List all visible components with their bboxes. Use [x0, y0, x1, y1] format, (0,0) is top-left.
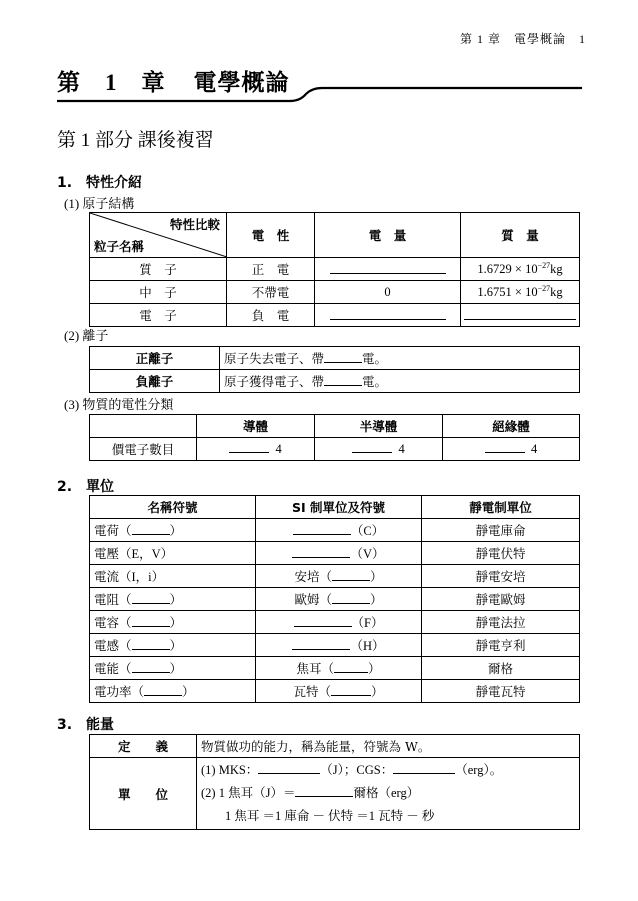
mass-value: $1.6751 \times 10^{-27}kg$	[461, 281, 580, 304]
table-row	[90, 370, 580, 393]
table-row	[90, 281, 580, 304]
quantity-name: 電荷（ ）	[90, 519, 256, 542]
valence-semiconductor: 4	[315, 438, 443, 461]
header-charge-sign: 電 性	[227, 213, 315, 258]
fill-blank[interactable]	[132, 615, 170, 627]
chapter-number: 第 1 章	[57, 70, 166, 95]
es-unit: 靜電伏特	[422, 542, 580, 565]
fill-blank[interactable]	[485, 441, 525, 453]
table-row	[90, 519, 580, 542]
unit-line-3: 1 焦耳 ＝1 庫侖 － 伏特 ＝1 瓦特 － 秒	[225, 809, 435, 823]
table-row	[90, 542, 580, 565]
unit-content	[197, 758, 580, 830]
fill-blank[interactable]	[324, 351, 362, 363]
header-mass: 質 量	[461, 213, 580, 258]
table-row	[90, 304, 580, 327]
fill-blank[interactable]	[330, 308, 446, 320]
header-semiconductor: 半導體	[315, 415, 443, 438]
fill-blank[interactable]	[331, 684, 371, 696]
fill-blank[interactable]	[294, 615, 352, 627]
unit-line-1: (1) MKS： （J）；CGS： （erg）。	[201, 763, 503, 777]
es-unit: 靜電亨利	[422, 634, 580, 657]
fill-blank[interactable]	[330, 262, 446, 274]
si-unit: 安培（ ）	[256, 565, 422, 588]
part-title: 第 1 部分 課後複習	[57, 130, 214, 151]
fill-blank[interactable]	[132, 638, 170, 650]
charge-value	[315, 304, 461, 327]
si-unit: （C）	[256, 519, 422, 542]
header-name-symbol: 名稱符號	[90, 496, 256, 519]
subsection-atomic-structure: (1) 原子結構	[64, 196, 135, 211]
quantity-name: 電感（ ）	[90, 634, 256, 657]
charge-value	[315, 258, 461, 281]
valence-insulator: 4	[443, 438, 580, 461]
subsection-ions: (2) 離子	[64, 328, 109, 343]
row-label: 價電子數目	[90, 438, 197, 461]
header-es-unit: 靜電制單位	[422, 496, 580, 519]
ion-name: 負離子	[90, 370, 220, 393]
quantity-name: 電容（ ）	[90, 611, 256, 634]
quantity-name: 電能（ ）	[90, 657, 256, 680]
fill-blank[interactable]	[464, 308, 576, 320]
running-head: 第 1 章 電學概論 1	[459, 32, 586, 46]
particle-name: 電 子	[90, 304, 227, 327]
si-unit: （H）	[256, 634, 422, 657]
table-row	[90, 758, 580, 830]
header-insulator: 絕緣體	[443, 415, 580, 438]
charge-sign: 負 電	[227, 304, 315, 327]
quantity-name: 電壓（E，V）	[90, 542, 256, 565]
section-1-title: 1. 特性介紹	[57, 175, 143, 191]
header-charge: 電 量	[315, 213, 461, 258]
es-unit: 靜電歐姆	[422, 588, 580, 611]
particle-name: 質 子	[90, 258, 227, 281]
quantity-name: 電阻（ ）	[90, 588, 256, 611]
fill-blank[interactable]	[393, 762, 455, 774]
valence-conductor: 4	[197, 438, 315, 461]
charge-sign: 正 電	[227, 258, 315, 281]
corner-cell	[90, 213, 227, 258]
units-table	[89, 495, 580, 703]
fill-blank[interactable]	[292, 638, 350, 650]
fill-blank[interactable]	[132, 592, 170, 604]
table-row	[90, 657, 580, 680]
si-unit: 焦耳（ ）	[256, 657, 422, 680]
section-3-title: 3. 能量	[57, 717, 115, 733]
fill-blank[interactable]	[293, 523, 351, 535]
unit-line-2: (2) 1 焦耳（J）＝ 爾格（erg）	[201, 786, 420, 800]
table-row	[90, 347, 580, 370]
fill-blank[interactable]	[334, 661, 368, 673]
chapter-title: 電學概論	[193, 70, 290, 95]
ion-description: 原子獲得電子、帶 電。	[220, 370, 580, 393]
subsection-classification: (3) 物質的電性分類	[64, 397, 174, 412]
table-row	[90, 565, 580, 588]
fill-blank[interactable]	[258, 762, 320, 774]
definition-label: 定 義	[90, 735, 197, 758]
chapter-rule	[0, 0, 638, 120]
fill-blank[interactable]	[292, 546, 350, 558]
unit-label: 單 位	[90, 758, 197, 830]
si-unit: （F）	[256, 611, 422, 634]
quantity-name: 電功率（ ）	[90, 680, 256, 703]
header-conductor: 導體	[197, 415, 315, 438]
corner-bottom-label: 粒子名稱	[94, 239, 145, 254]
fill-blank[interactable]	[132, 523, 170, 535]
energy-table	[89, 734, 580, 830]
table-row	[90, 634, 580, 657]
es-unit: 靜電庫侖	[422, 519, 580, 542]
fill-blank[interactable]	[295, 785, 353, 797]
table-row	[90, 258, 580, 281]
fill-blank[interactable]	[332, 592, 370, 604]
si-unit: （V）	[256, 542, 422, 565]
atomic-structure-table	[89, 212, 580, 327]
definition-text: 物質做功的能力，稱為能量，符號為 W。	[197, 735, 580, 758]
ions-table	[89, 346, 580, 393]
particle-name: 中 子	[90, 281, 227, 304]
quantity-name: 電流（I，i）	[90, 565, 256, 588]
charge-value: 0	[315, 281, 461, 304]
table-row	[90, 438, 580, 461]
section-2-title: 2. 單位	[57, 479, 115, 495]
charge-sign: 不帶電	[227, 281, 315, 304]
classification-table	[89, 414, 580, 461]
mass-value: $1.6729 \times 10^{-27}kg$	[461, 258, 580, 281]
table-row	[90, 680, 580, 703]
mass-value	[461, 304, 580, 327]
fill-blank[interactable]	[132, 661, 170, 673]
fill-blank[interactable]	[229, 441, 269, 453]
fill-blank[interactable]	[324, 374, 362, 386]
es-unit: 靜電瓦特	[422, 680, 580, 703]
ion-description: 原子失去電子、帶 電。	[220, 347, 580, 370]
si-unit: 歐姆（ ）	[256, 588, 422, 611]
table-row	[90, 588, 580, 611]
ion-name: 正離子	[90, 347, 220, 370]
fill-blank[interactable]	[144, 684, 182, 696]
es-unit: 爾格	[422, 657, 580, 680]
header-si-unit: SI 制單位及符號	[256, 496, 422, 519]
es-unit: 靜電安培	[422, 565, 580, 588]
si-unit: 瓦特（ ）	[256, 680, 422, 703]
table-row	[90, 735, 580, 758]
empty-corner	[90, 415, 197, 438]
es-unit: 靜電法拉	[422, 611, 580, 634]
fill-blank[interactable]	[332, 569, 370, 581]
table-row	[90, 611, 580, 634]
corner-top-label: 特性比較	[169, 217, 220, 232]
fill-blank[interactable]	[352, 441, 392, 453]
